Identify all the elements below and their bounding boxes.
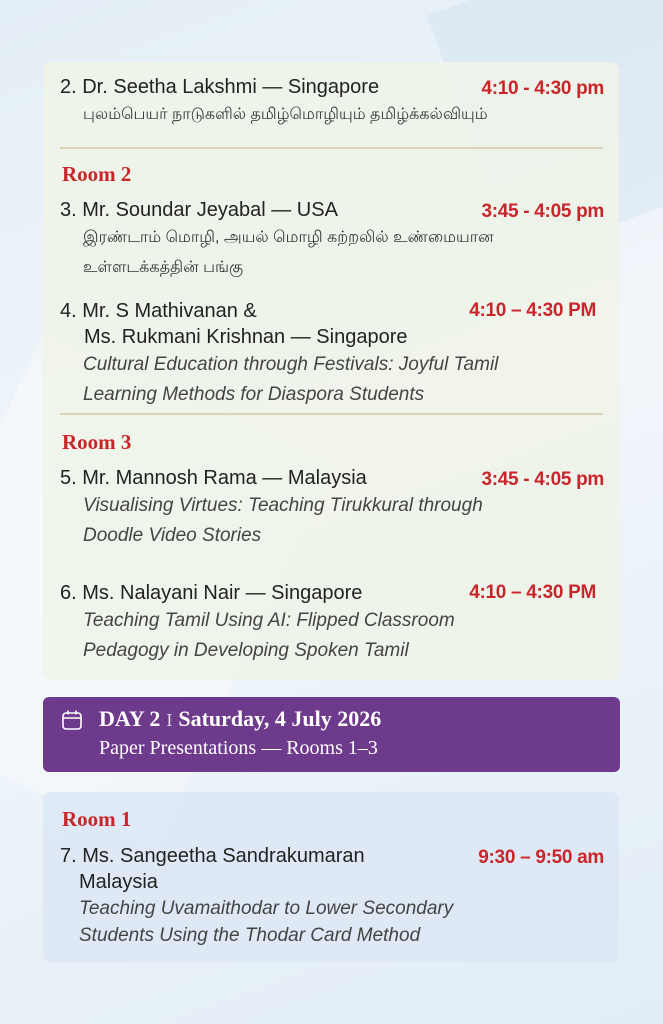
paper-title: Pedagogy in Developing Spoken Tamil <box>83 640 409 661</box>
room-heading: Room 3 <box>62 430 132 454</box>
paper-title: Students Using the Thodar Card Method <box>79 925 421 946</box>
presenter-name: Ms. Rukmani Krishnan — Singapore <box>84 326 408 348</box>
paper-title: Learning Methods for Diaspora Students <box>83 384 425 405</box>
session-entry-4 <box>60 298 604 410</box>
divider <box>60 147 603 149</box>
session-entry-5 <box>60 465 604 551</box>
day-label: DAY 2 <box>99 706 161 731</box>
divider <box>60 413 603 415</box>
day2-title <box>99 706 381 732</box>
paper-title: Teaching Tamil Using AI: Flipped Classroom <box>83 610 455 631</box>
paper-title: Cultural Education through Festivals: Joyful Tamil <box>83 354 499 375</box>
paper-title: இரண்டாம் மொழி, அயல் மொழி கற்றலில் உண்மையான <box>83 229 494 246</box>
session-time: 9:30 – 9:50 am <box>478 847 604 868</box>
session-entry-7 <box>60 843 604 949</box>
session-entry-2 <box>60 74 604 130</box>
paper-title: Doodle Video Stories <box>83 525 262 546</box>
session-time: 3:45 - 4:05 pm <box>481 469 604 490</box>
session-entry-3 <box>60 197 604 283</box>
paper-title: உள்ளடக்கத்தின் பங்கு <box>83 259 244 276</box>
presenter-name: 5. Mr. Mannosh Rama — Malaysia <box>60 467 367 489</box>
session-time: 4:10 - 4:30 pm <box>481 78 604 99</box>
paper-title: Teaching Uvamaithodar to Lower Secondary <box>79 898 454 919</box>
paper-title: புலம்பெயர் நாடுகளில் தமிழ்மொழியும் தமிழ்க்கல்வியும் <box>83 106 488 123</box>
presenter-name: 2. Dr. Seetha Lakshmi — Singapore <box>60 76 380 98</box>
presenter-name: Malaysia <box>79 871 158 893</box>
session-entry-6 <box>60 580 604 666</box>
session-time: 4:10 – 4:30 PM <box>469 300 596 321</box>
room-heading: Room 2 <box>62 162 132 186</box>
day2-banner <box>43 697 620 772</box>
paper-title: Visualising Virtues: Teaching Tirukkural through <box>83 495 483 516</box>
day-date: Saturday, 4 July 2026 <box>178 706 382 731</box>
presenter-name: 3. Mr. Soundar Jeyabal — USA <box>60 199 338 221</box>
session-time: 3:45 - 4:05 pm <box>481 201 604 222</box>
title-separator: I <box>166 710 173 730</box>
presenter-name: 7. Ms. Sangeetha Sandrakumaran <box>60 845 365 867</box>
day2-subtitle: Paper Presentations — Rooms 1–3 <box>99 737 378 759</box>
calendar-icon <box>61 709 83 731</box>
session-time: 4:10 – 4:30 PM <box>469 582 596 603</box>
room-heading: Room 1 <box>62 807 132 831</box>
presenter-name: 6. Ms. Nalayani Nair — Singapore <box>60 582 363 604</box>
presenter-name: 4. Mr. S Mathivanan & <box>60 300 257 322</box>
